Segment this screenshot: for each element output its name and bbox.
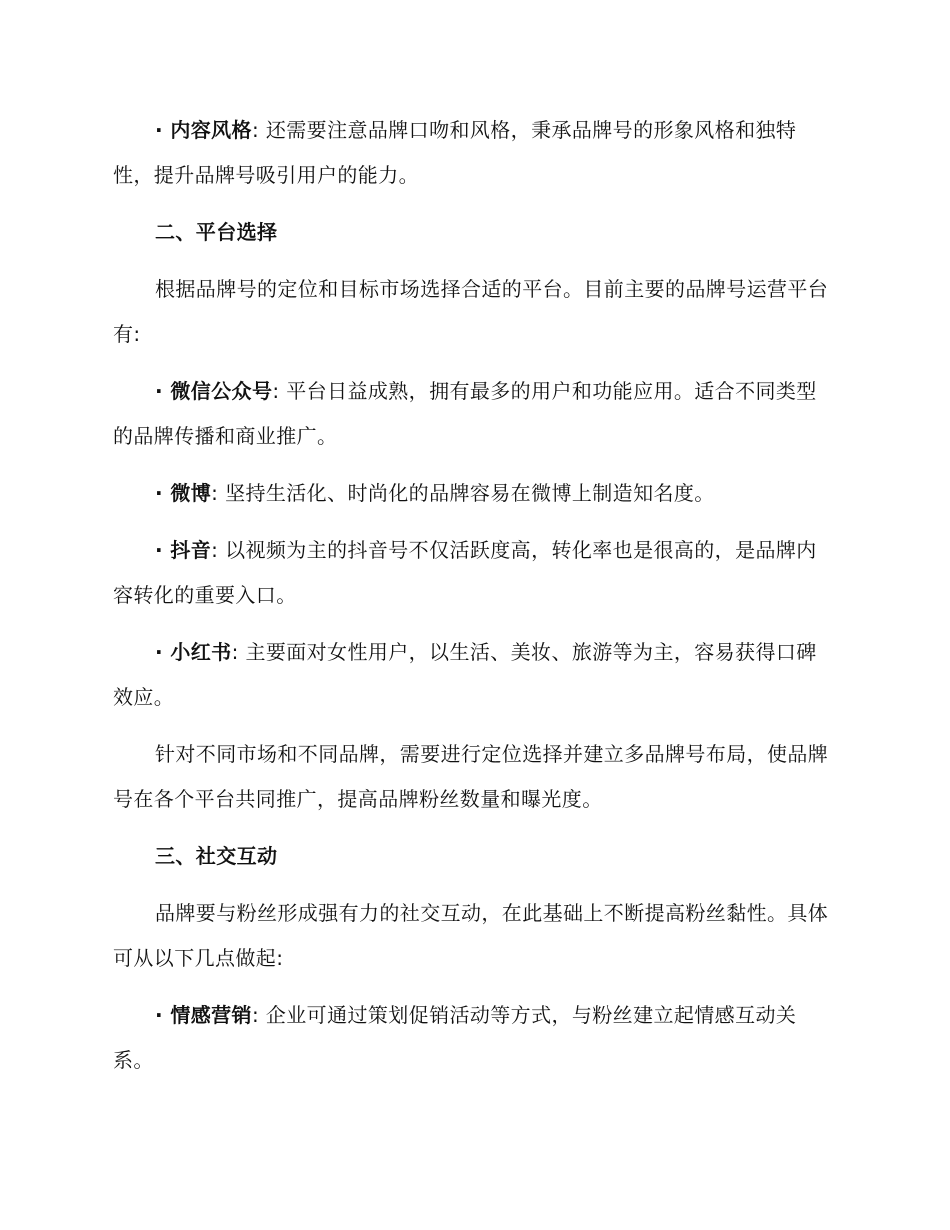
document-page xyxy=(113,108,833,1095)
bullet-term: · 内容风格 xyxy=(155,118,252,142)
bullet-text: : 主要面对女性用户，以生活、美妆、旅游等为主，容易获得口碑效应。 xyxy=(113,640,817,709)
social-intro-paragraph: 品牌要与粉丝形成强有力的社交互动，在此基础上不断提高粉丝黏性。具体可从以下几点做起: xyxy=(113,901,829,970)
section-heading-social: 三、社交互动 xyxy=(155,844,278,868)
bullet-term: · 微信公众号 xyxy=(155,379,273,403)
bullet-term: · 情感营销 xyxy=(155,1003,252,1027)
bullet-text: : 平台日益成熟，拥有最多的用户和功能应用。适合不同类型的品牌传播和商业推广。 xyxy=(113,379,817,448)
content-style-paragraph xyxy=(113,108,833,198)
bullet-weibo xyxy=(113,471,833,516)
section-heading-platform: 二、平台选择 xyxy=(155,220,278,244)
platform-intro-paragraph: 根据品牌号的定位和目标市场选择合适的平台。目前主要的品牌号运营平台有: xyxy=(113,277,829,346)
bullet-xiaohongshu xyxy=(113,630,833,720)
bullet-term: · 微博 xyxy=(155,481,212,505)
bullet-text: : 还需要注意品牌口吻和风格，秉承品牌号的形象风格和独特性，提升品牌号吸引用户的能力。 xyxy=(113,118,797,187)
bullet-text: : 企业可通过策划促销活动等方式，与粉丝建立起情感互动关系。 xyxy=(113,1003,797,1072)
bullet-emotional-marketing xyxy=(113,993,833,1083)
bullet-text: : 以视频为主的抖音号不仅活跃度高，转化率也是很高的，是品牌内容转化的重要入口。 xyxy=(113,538,817,607)
bullet-douyin xyxy=(113,528,833,618)
bullet-term: · 小红书 xyxy=(155,640,232,664)
bullet-text: : 坚持生活化、时尚化的品牌容易在微博上制造知名度。 xyxy=(211,481,715,505)
bullet-term: · 抖音 xyxy=(155,538,212,562)
platform-summary-paragraph: 针对不同市场和不同品牌，需要进行定位选择并建立多品牌号布局，使品牌号在各个平台共同推广，提高品牌粉丝数量和曝光度。 xyxy=(113,742,829,811)
bullet-wechat xyxy=(113,369,833,459)
